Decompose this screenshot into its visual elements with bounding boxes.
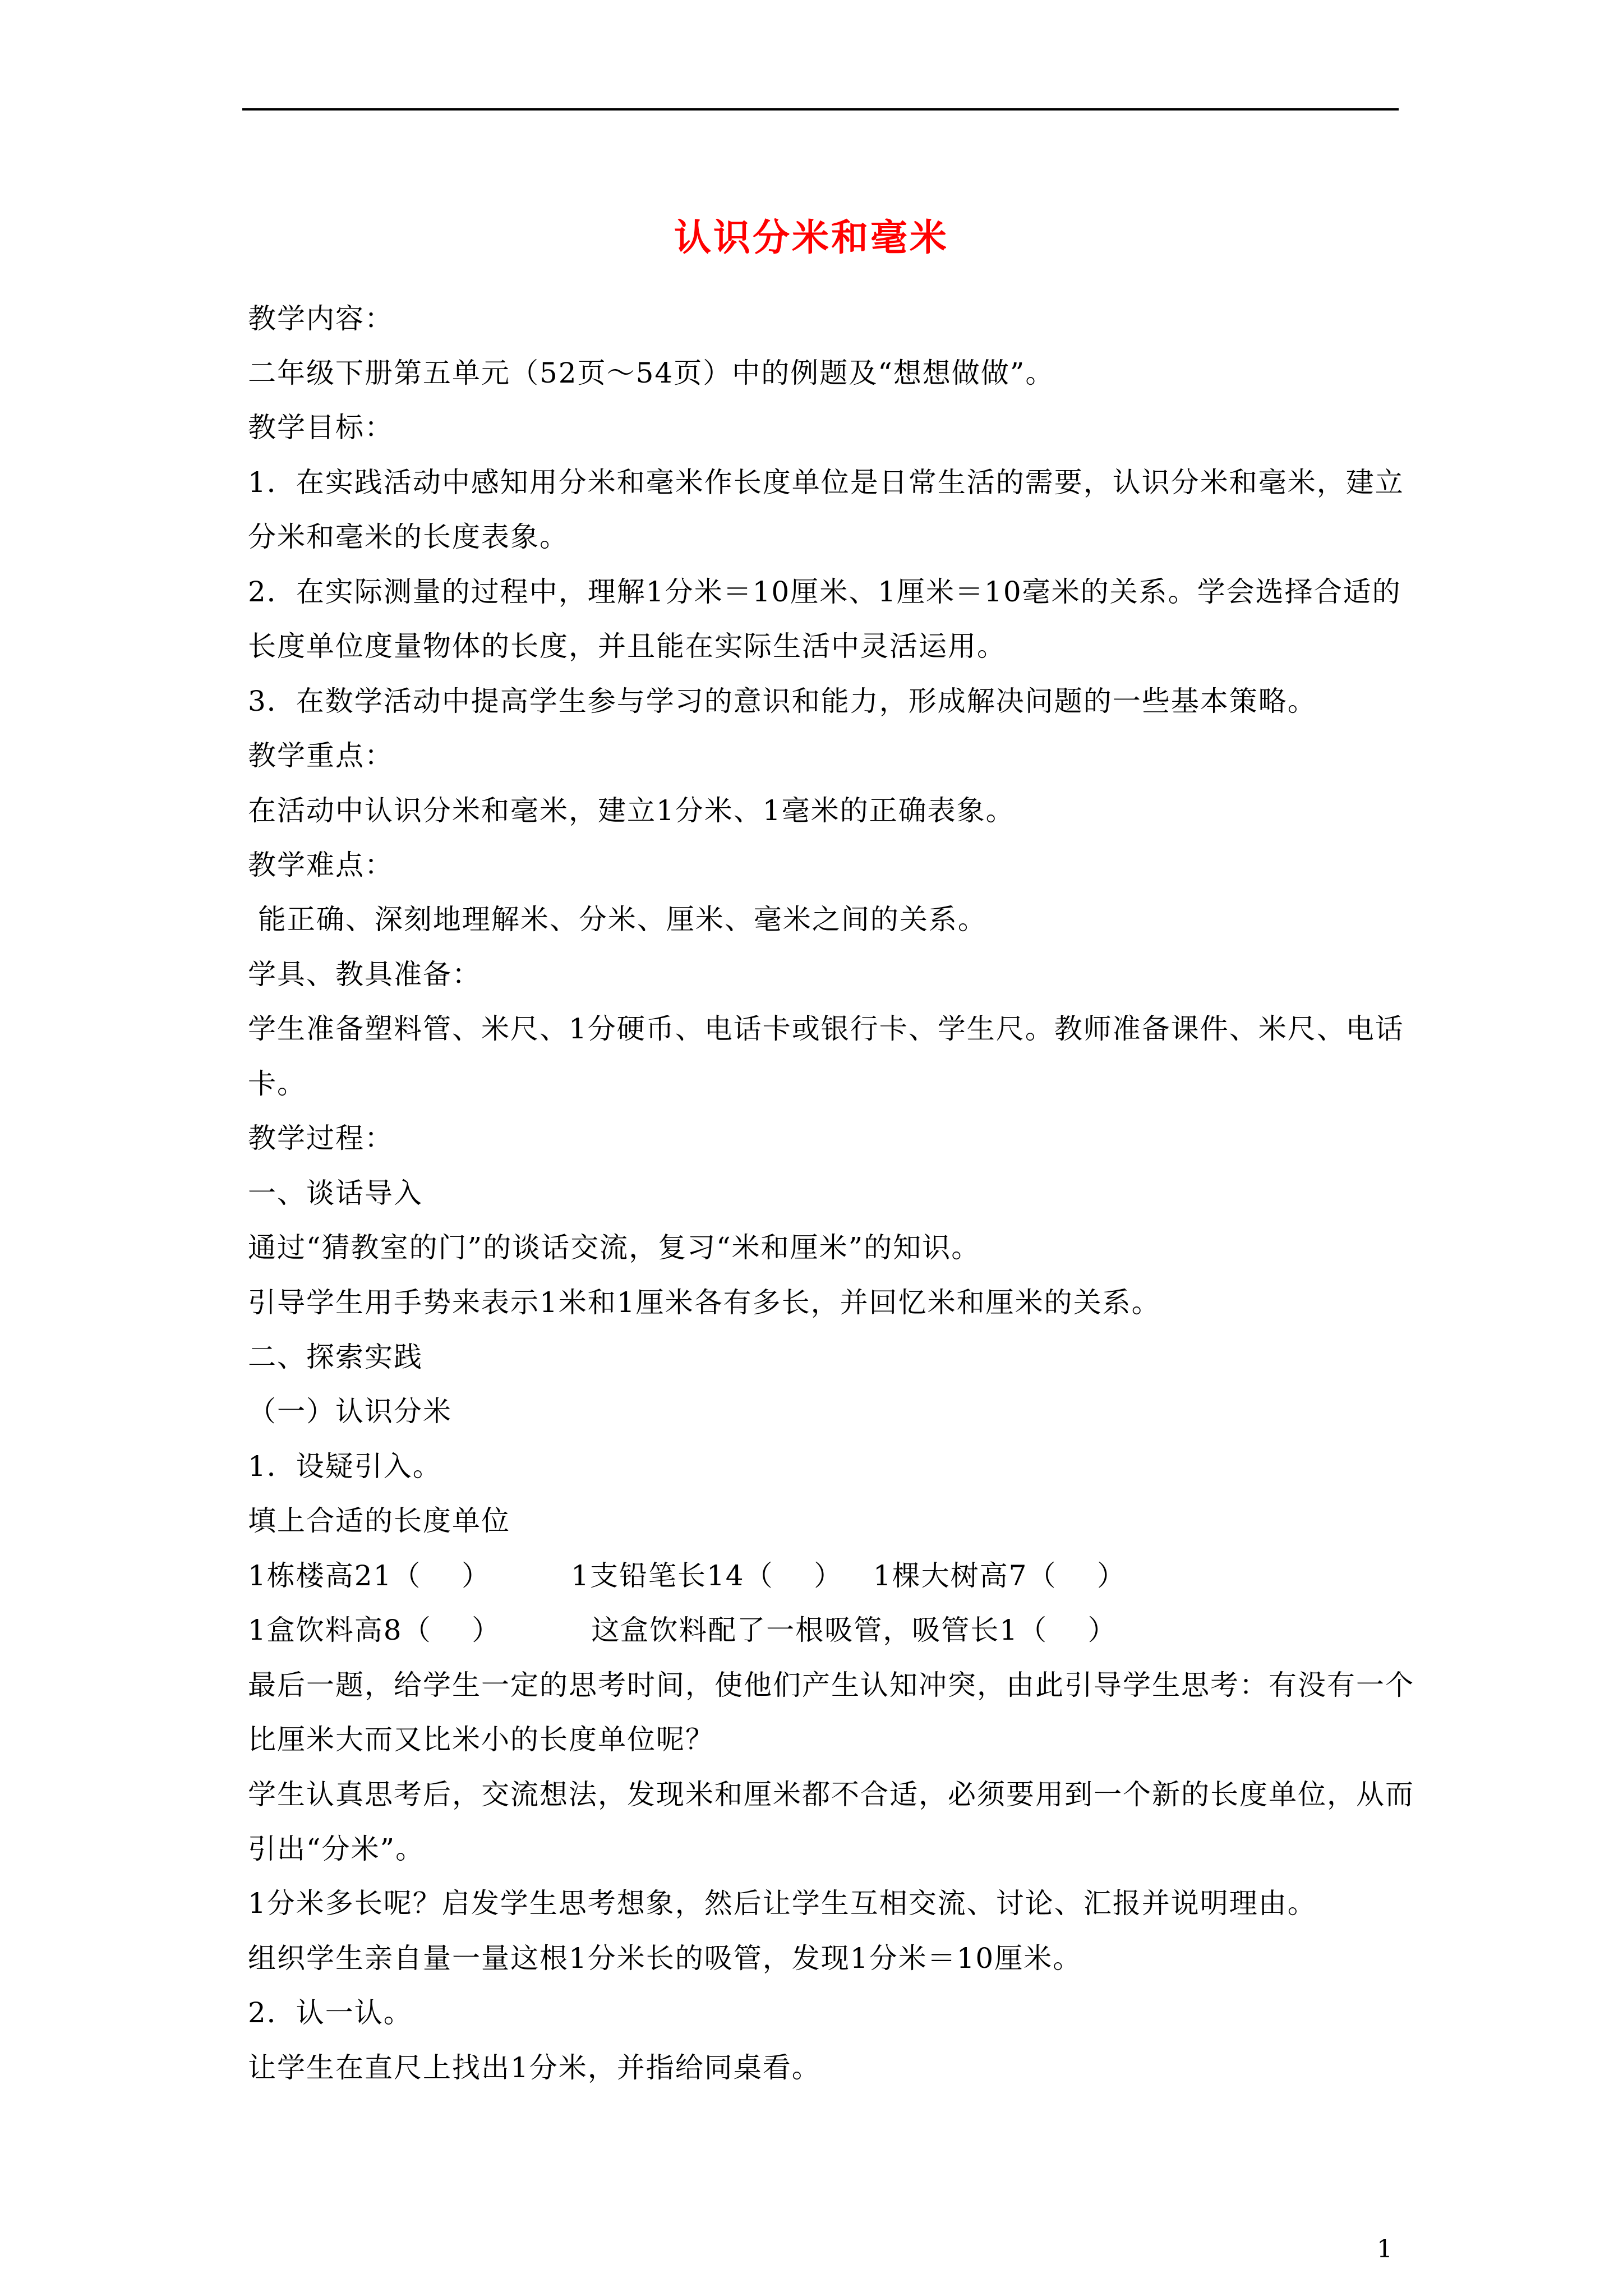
text-line: 比厘米大而又比米小的长度单位呢？ (248, 1723, 714, 1756)
text-line: 教学重点： (248, 739, 394, 772)
text-line: 学具、教具准备： (248, 958, 481, 991)
text-line: 1盒饮料高8（ ） 这盒饮料配了一根吸管，吸管长1（ ） (248, 1614, 1117, 1646)
text-line: 教学目标： (248, 411, 394, 444)
text-line: 1．设疑引入。 (248, 1450, 442, 1483)
text-line: 1．在实践活动中感知用分米和毫米作长度单位是日常生活的需要，认识分米和毫米，建立 (248, 466, 1404, 499)
text-line: 引出“分米”。 (248, 1833, 425, 1865)
text-line: 1分米多长呢？启发学生思考想象，然后让学生互相交流、讨论、汇报并说明理由。 (248, 1887, 1317, 1920)
page-number: 1 (1377, 2235, 1393, 2263)
text-line: 最后一题，给学生一定的思考时间，使他们产生认知冲突，由此引导学生思考：有没有一个 (248, 1669, 1414, 1701)
text-line: 3．在数学活动中提高学生参与学习的意识和能力，形成解决问题的一些基本策略。 (248, 685, 1317, 717)
text-line: 2．在实际测量的过程中，理解1分米＝10厘米、1厘米＝10毫米的关系。学会选择合适的 (248, 576, 1401, 608)
text-line: 在活动中认识分米和毫米，建立1分米、1毫米的正确表象。 (248, 794, 1015, 827)
text-line: 二、探索实践 (248, 1341, 423, 1373)
text-line: 填上合适的长度单位 (248, 1504, 510, 1537)
text-line: 教学内容： (248, 302, 394, 335)
text-line: 二年级下册第五单元（52页～54页）中的例题及“想想做做”。 (248, 357, 1055, 389)
text-line: 一、谈话导入 (248, 1177, 423, 1209)
text-line: 分米和毫米的长度表象。 (248, 521, 569, 553)
text-line: 卡。 (248, 1068, 306, 1100)
text-line: （一）认识分米 (248, 1395, 452, 1428)
text-line: 教学过程： (248, 1122, 394, 1154)
text-line: 能正确、深刻地理解米、分米、厘米、毫米之间的关系。 (248, 903, 987, 936)
text-line: 教学难点： (248, 849, 394, 881)
text-line: 组织学生亲自量一量这根1分米长的吸管，发现1分米＝10厘米。 (248, 1942, 1082, 1975)
text-line: 长度单位度量物体的长度，并且能在实际生活中灵活运用。 (248, 630, 1006, 662)
text-line: 2．认一认。 (248, 1996, 413, 2029)
header-rule (242, 108, 1399, 111)
text-line: 通过“猜教室的门”的谈话交流，复习“米和厘米”的知识。 (248, 1231, 981, 1264)
text-line: 学生认真思考后，交流想法，发现米和厘米都不合适，必须要用到一个新的长度单位，从而 (248, 1778, 1414, 1811)
text-line: 1栋楼高21（ ） 1支铅笔长14（ ） 1棵大树高7（ ） (248, 1559, 1127, 1592)
document-title: 认识分米和毫米 (674, 215, 949, 259)
text-line: 引导学生用手势来表示1米和1厘米各有多长，并回忆米和厘米的关系。 (248, 1286, 1161, 1319)
text-line: 学生准备塑料管、米尺、1分硬币、电话卡或银行卡、学生尺。教师准备课件、米尺、电话 (248, 1013, 1404, 1045)
text-line: 让学生在直尺上找出1分米，并指给同桌看。 (248, 2051, 821, 2084)
